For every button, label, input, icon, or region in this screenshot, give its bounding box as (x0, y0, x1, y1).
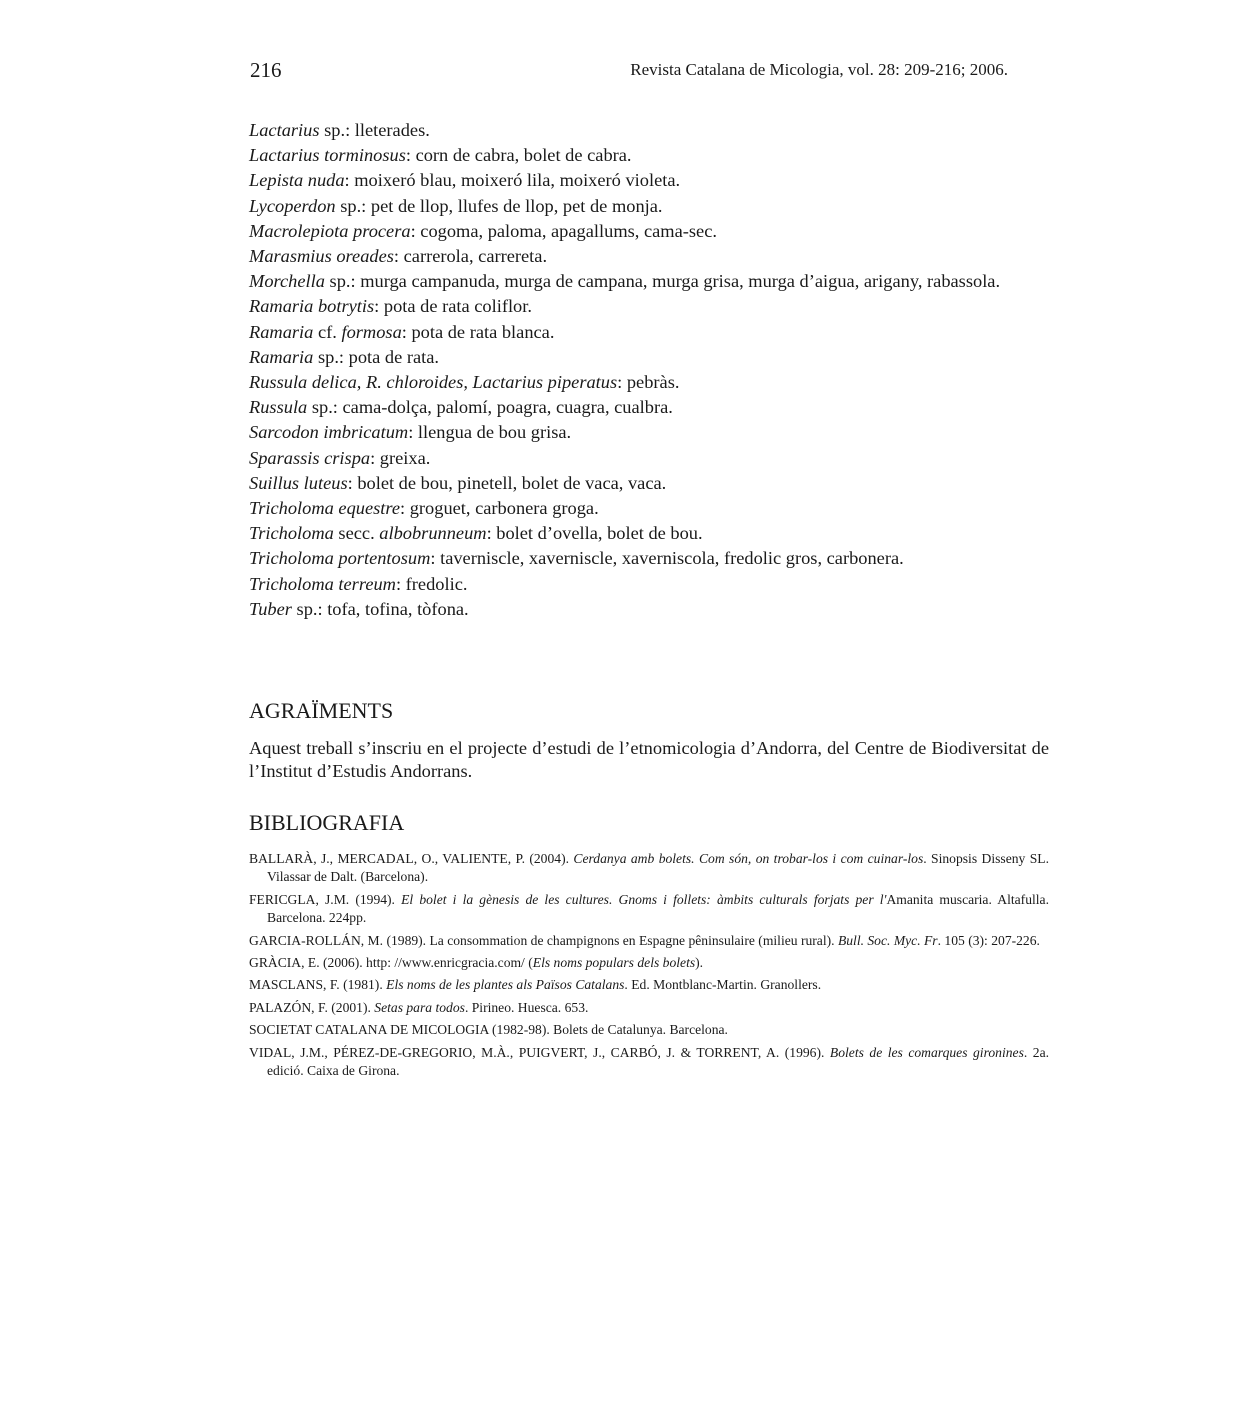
list-item: Sparassis crispa: greixa. (249, 447, 431, 468)
list-item: Tricholoma portentosum: taverniscle, xaverniscle, xaverniscola, fredolic gros, carbonera. (249, 548, 904, 569)
list-item: Russula sp.: cama-dolça, palomí, poagra, cuagra, cualbra. (249, 397, 673, 418)
reference-item: VIDAL, J.M., PÉREZ-DE-GREGORIO, M.À., PUIGVERT, J., CARBÓ, J. & TORRENT, A. (1996). Bolets de les comarques gironines. 2a. edició. Caixa de Girona. (249, 1044, 1050, 1079)
reference-item: FERICGLA, J.M. (1994). El bolet i la gènesis de les cultures. Gnoms i follets: àmbits culturals forjats per l'Amanita muscaria. Altafulla. Barcelona. 224pp. (249, 891, 1049, 926)
list-item: Lactarius torminosus: corn de cabra, bolet de cabra. (249, 145, 632, 166)
list-item: Tricholoma terreum: fredolic. (249, 573, 468, 594)
list-item: Lactarius sp.: lleterades. (249, 120, 430, 140)
bibliography-heading: BIBLIOGRAFIA (249, 810, 405, 835)
common-names-list (249, 118, 1049, 622)
list-item: Lepista nuda: moixeró blau, moixeró lila, moixeró violeta. (249, 170, 681, 191)
list-item: Suillus luteus: bolet de bou, pinetell, bolet de vaca, vaca. (249, 472, 667, 493)
reference-item: GARCIA-ROLLÁN, M. (1989). La consommation de champignons en Espagne pêninsulaire (milieu rural). Bull. Soc. Myc. Fr. 105 (3): 207-226. (249, 932, 1040, 948)
list-item: Tuber sp.: tofa, tofina, tòfona. (249, 598, 469, 619)
list-item: Ramaria botrytis: pota de rata coliflor. (249, 296, 532, 317)
list-item: Macrolepiota procera: cogoma, paloma, apagallums, cama-sec. (249, 220, 717, 241)
reference-item: MASCLANS, F. (1981). Els noms de les plantes als Països Catalans. Ed. Montblanc-Martin. Granollers. (249, 977, 822, 993)
bibliography-list (249, 850, 1049, 1084)
list-item: Marasmius oreades: carrerola, carrereta. (249, 246, 548, 267)
list-item: Sarcodon imbricatum: llengua de bou grisa. (249, 422, 572, 443)
list-item: Lycoperdon sp.: pet de llop, llufes de llop, pet de monja. (249, 195, 663, 216)
acknowledgements-heading: AGRAÏMENTS (249, 698, 394, 723)
reference-item: PALAZÓN, F. (2001). Setas para todos. Pirineo. Huesca. 653. (249, 999, 589, 1015)
reference-item: BALLARÀ, J., MERCADAL, O., VALIENTE, P. (2004). Cerdanya amb bolets. Com són, on trobar-los i com cuinar-los. Sinopsis Disseny SL. Vilassar de Dalt. (Barcelona). (249, 851, 1049, 885)
reference-item: SOCIETAT CATALANA DE MICOLOGIA (1982-98). Bolets de Catalunya. Barcelona. (249, 1022, 728, 1038)
page-number: 216 (250, 58, 282, 82)
running-head: Revista Catalana de Micologia, vol. 28: 209-216; 2006. (630, 60, 1008, 79)
list-item: Ramaria cf. formosa: pota de rata blanca. (249, 321, 555, 342)
list-item: Tricholoma equestre: groguet, carbonera groga. (249, 498, 599, 519)
acknowledgements-text: Aquest treball s’inscriu en el projecte d’estudi de l’etnomicologia d’Andorra, del Centre de Biodiversitat de l’Institut d’Estudis Andorrans. (249, 738, 1049, 781)
list-item: Morchella sp.: murga campanuda, murga de campana, murga grisa, murga d’aigua, arigany, rabassola. (249, 271, 1001, 292)
list-item: Ramaria sp.: pota de rata. (249, 346, 440, 367)
reference-item: GRÀCIA, E. (2006). http: //www.enricgracia.com/ (Els noms populars dels bolets). (249, 955, 704, 971)
list-item: Tricholoma secc. albobrunneum: bolet d’ovella, bolet de bou. (249, 523, 703, 544)
list-item: Russula delica, R. chloroides, Lactarius piperatus: pebràs. (249, 372, 680, 393)
